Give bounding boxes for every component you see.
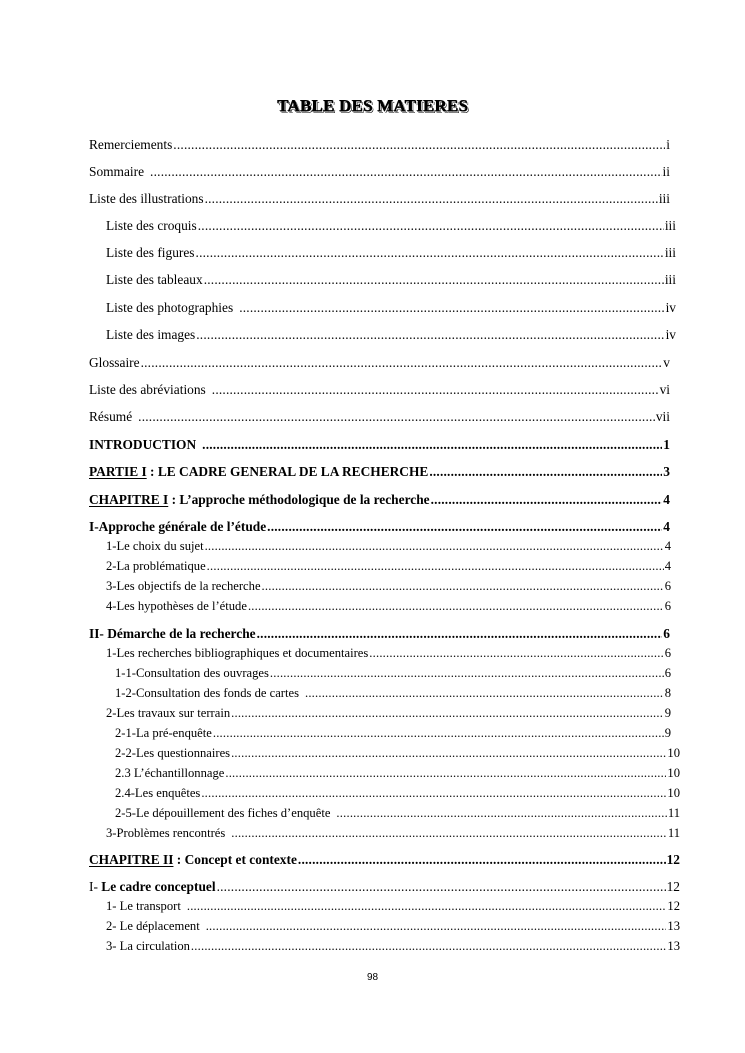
leader-dots bbox=[231, 746, 666, 761]
leader-dots bbox=[201, 786, 666, 801]
toc-entry-page: vii bbox=[655, 409, 670, 424]
toc-entry-cadre-conceptuel[interactable] bbox=[89, 879, 680, 895]
toc-entry-label: Liste des croquis bbox=[106, 218, 197, 233]
leader-dots bbox=[248, 599, 664, 614]
leader-dots bbox=[262, 579, 664, 594]
toc-entry-partie-1[interactable] bbox=[89, 464, 670, 480]
toc-entry-label: 2-La problématique bbox=[106, 559, 206, 573]
leader-dots bbox=[198, 218, 664, 234]
toc-entry-figures[interactable] bbox=[106, 245, 676, 261]
toc-entry-page: iv bbox=[665, 300, 676, 315]
leader-dots bbox=[305, 686, 664, 701]
toc-entry-label: Liste des figures bbox=[106, 245, 195, 260]
toc-entry-label: 4-Les hypothèses de l’étude bbox=[106, 599, 247, 613]
toc-entry-images[interactable] bbox=[106, 327, 676, 343]
toc-entry-page: vi bbox=[659, 382, 670, 397]
toc-entry-transport[interactable] bbox=[106, 899, 680, 914]
toc-entry-page: 3 bbox=[663, 464, 670, 479]
toc-entry-page: 10 bbox=[667, 766, 680, 780]
toc-entry-depouillement[interactable] bbox=[115, 806, 680, 821]
toc-entry-page: 6 bbox=[664, 666, 671, 680]
toc-entry-label bbox=[89, 464, 428, 480]
toc-entry-label: 1- Le transport bbox=[106, 899, 181, 913]
toc-entry-label: Liste des illustrations bbox=[89, 191, 204, 206]
toc-entry-label: 3-Problèmes rencontrés bbox=[106, 826, 226, 840]
leader-dots bbox=[257, 626, 663, 642]
toc-entry-label: 2-2-Les questionnaires bbox=[115, 746, 231, 760]
toc-entry-page: v bbox=[663, 355, 670, 370]
toc-entry-page: ii bbox=[662, 164, 670, 179]
toc-entry-label: 2-5-Le dépouillement des fiches d’enquête bbox=[115, 806, 331, 820]
leader-dots bbox=[270, 666, 664, 681]
toc-entry-recherches-bibliographiques[interactable] bbox=[106, 646, 671, 661]
toc-entry-questionnaires[interactable] bbox=[115, 746, 680, 761]
toc-entry-label bbox=[89, 852, 297, 868]
toc-entry-tableaux[interactable] bbox=[106, 272, 676, 288]
toc-entry-travaux-terrain[interactable] bbox=[106, 706, 671, 721]
leader-dots bbox=[202, 437, 662, 453]
toc-entry-prefix: PARTIE I bbox=[89, 464, 147, 479]
toc-entry-chapitre-2[interactable] bbox=[89, 852, 680, 868]
toc-entry-hypotheses[interactable] bbox=[106, 599, 671, 614]
toc-entry-illustrations[interactable] bbox=[89, 191, 670, 207]
toc-entry-page: 12 bbox=[666, 852, 680, 867]
toc-entry-prefix: CHAPITRE I bbox=[89, 492, 169, 507]
toc-entry-circulation[interactable] bbox=[106, 939, 680, 954]
toc-entry-page: 11 bbox=[667, 826, 680, 840]
toc-entry-page: 10 bbox=[667, 786, 680, 800]
toc-entry-approche-generale[interactable] bbox=[89, 519, 670, 535]
leader-dots bbox=[173, 137, 665, 153]
toc-entry-consultation-cartes[interactable] bbox=[115, 686, 671, 701]
leader-dots bbox=[207, 559, 664, 574]
leader-dots bbox=[231, 826, 667, 841]
toc-entry-title: Le cadre conceptuel bbox=[101, 879, 216, 894]
toc-entry-page: 4 bbox=[664, 559, 671, 573]
toc-entry-label: Liste des photographies bbox=[106, 300, 234, 315]
toc-entry-page: 4 bbox=[663, 492, 670, 507]
toc-entry-title: : Concept et contexte bbox=[173, 852, 297, 867]
toc-entry-remerciements[interactable] bbox=[89, 137, 670, 153]
toc-entry-label: 1-Les recherches bibliographiques et documentaires bbox=[106, 646, 369, 660]
toc-entry-label bbox=[89, 879, 216, 895]
toc-entry-echantillonnage[interactable] bbox=[115, 766, 680, 781]
toc-entry-page: 12 bbox=[667, 899, 680, 913]
leader-dots bbox=[138, 409, 655, 425]
leader-dots bbox=[225, 766, 666, 781]
leader-dots bbox=[141, 355, 663, 371]
toc-entry-label: 1-2-Consultation des fonds de cartes bbox=[115, 686, 299, 700]
toc-entry-page: iii bbox=[658, 191, 670, 206]
leader-dots bbox=[336, 806, 666, 821]
toc-entry-sommaire[interactable] bbox=[89, 164, 670, 180]
leader-dots bbox=[431, 492, 663, 508]
leader-dots bbox=[196, 245, 664, 261]
toc-entry-page: iii bbox=[664, 272, 676, 287]
toc-entry-label: Liste des abréviations bbox=[89, 382, 206, 397]
toc-entry-label: INTRODUCTION bbox=[89, 437, 197, 452]
toc-entry-demarche[interactable] bbox=[89, 626, 670, 642]
leader-dots bbox=[429, 464, 662, 480]
toc-entry-page: 6 bbox=[663, 626, 670, 641]
toc-entry-page: i bbox=[666, 137, 670, 152]
toc-entry-introduction[interactable] bbox=[89, 437, 670, 453]
toc-entry-consultation-ouvrages[interactable] bbox=[115, 666, 671, 681]
leader-dots bbox=[217, 879, 666, 895]
toc-entry-title: : L’approche méthodologique de la recherche bbox=[168, 492, 430, 507]
page-number: 98 bbox=[366, 972, 379, 983]
toc-entry-label: 2- Le déplacement bbox=[106, 919, 200, 933]
toc-entry-label: II- Démarche de la recherche bbox=[89, 626, 256, 641]
toc-entry-pre-enquete[interactable] bbox=[115, 726, 671, 741]
toc-entry-deplacement[interactable] bbox=[106, 919, 680, 934]
leader-dots bbox=[150, 164, 662, 180]
toc-entry-label: 1-1-Consultation des ouvrages bbox=[115, 666, 269, 680]
toc-entry-label: Liste des images bbox=[106, 327, 196, 342]
leader-dots bbox=[267, 519, 662, 535]
toc-entry-prefix: CHAPITRE II bbox=[89, 852, 174, 867]
toc-entry-page: iv bbox=[665, 327, 676, 342]
toc-entry-glossaire[interactable] bbox=[89, 355, 670, 371]
toc-entry-enquetes[interactable] bbox=[115, 786, 680, 801]
toc-entry-label: 3- La circulation bbox=[106, 939, 190, 953]
leader-dots bbox=[206, 919, 667, 934]
toc-entry-page: 8 bbox=[664, 686, 671, 700]
toc-entry-label: 2-1-La pré-enquête bbox=[115, 726, 212, 740]
toc-entry-choix-sujet[interactable] bbox=[106, 539, 671, 554]
toc-entry-page: 6 bbox=[664, 646, 671, 660]
leader-dots bbox=[187, 899, 667, 914]
leader-dots bbox=[212, 382, 659, 398]
leader-dots bbox=[298, 852, 666, 868]
leader-dots bbox=[369, 646, 663, 661]
toc-title: TABLE DES MATIERES bbox=[277, 96, 468, 115]
toc-entry-label: Sommaire bbox=[89, 164, 145, 179]
toc-entry-label: 1-Le choix du sujet bbox=[106, 539, 204, 553]
toc-entry-objectifs[interactable] bbox=[106, 579, 671, 594]
toc-entry-label: Liste des tableaux bbox=[106, 272, 203, 287]
toc-entry-prefix: I- bbox=[89, 879, 102, 894]
toc-entry-page: 10 bbox=[667, 746, 680, 760]
leader-dots bbox=[213, 726, 664, 741]
toc-entry-page: iii bbox=[664, 245, 676, 260]
leader-dots bbox=[196, 327, 664, 343]
toc-entry-page: 13 bbox=[667, 919, 680, 933]
toc-entry-croquis[interactable] bbox=[106, 218, 676, 234]
toc-entry-page: 9 bbox=[664, 706, 671, 720]
toc-entry-title: : LE CADRE GENERAL DE LA RECHERCHE bbox=[146, 464, 429, 479]
toc-entry-page: 13 bbox=[667, 939, 680, 953]
toc-entry-label: 3-Les objectifs de la recherche bbox=[106, 579, 261, 593]
toc-entry-chapitre-1[interactable] bbox=[89, 492, 670, 508]
toc-entry-problemes[interactable] bbox=[106, 826, 680, 841]
leader-dots bbox=[191, 939, 666, 954]
toc-entry-label: 2.3 L’échantillonnage bbox=[115, 766, 225, 780]
leader-dots bbox=[231, 706, 664, 721]
toc-entry-label bbox=[89, 492, 430, 508]
toc-entry-resume[interactable] bbox=[89, 409, 670, 425]
toc-entry-page: 1 bbox=[663, 437, 670, 452]
leader-dots bbox=[205, 191, 658, 207]
toc-entry-problematique[interactable] bbox=[106, 559, 671, 574]
toc-entry-page: 12 bbox=[666, 879, 680, 894]
toc-entry-page: 6 bbox=[664, 599, 671, 613]
toc-entry-label: Résumé bbox=[89, 409, 133, 424]
leader-dots bbox=[204, 272, 664, 288]
toc-entry-label: 2-Les travaux sur terrain bbox=[106, 706, 231, 720]
toc-entry-page: 4 bbox=[664, 539, 671, 553]
toc-entry-label: 2.4-Les enquêtes bbox=[115, 786, 201, 800]
leader-dots bbox=[205, 539, 664, 554]
toc-entry-photographies[interactable] bbox=[106, 300, 676, 316]
toc-entry-label: I-Approche générale de l’étude bbox=[89, 519, 267, 534]
toc-entry-label: Remerciements bbox=[89, 137, 173, 152]
leader-dots bbox=[239, 300, 664, 316]
toc-entry-page: 6 bbox=[664, 579, 671, 593]
toc-entry-page: 4 bbox=[663, 519, 670, 534]
toc-entry-page: iii bbox=[664, 218, 676, 233]
toc-entry-page: 11 bbox=[667, 806, 680, 820]
toc-entry-abreviations[interactable] bbox=[89, 382, 670, 398]
toc-entry-label: Glossaire bbox=[89, 355, 140, 370]
toc-entry-page: 9 bbox=[664, 726, 671, 740]
